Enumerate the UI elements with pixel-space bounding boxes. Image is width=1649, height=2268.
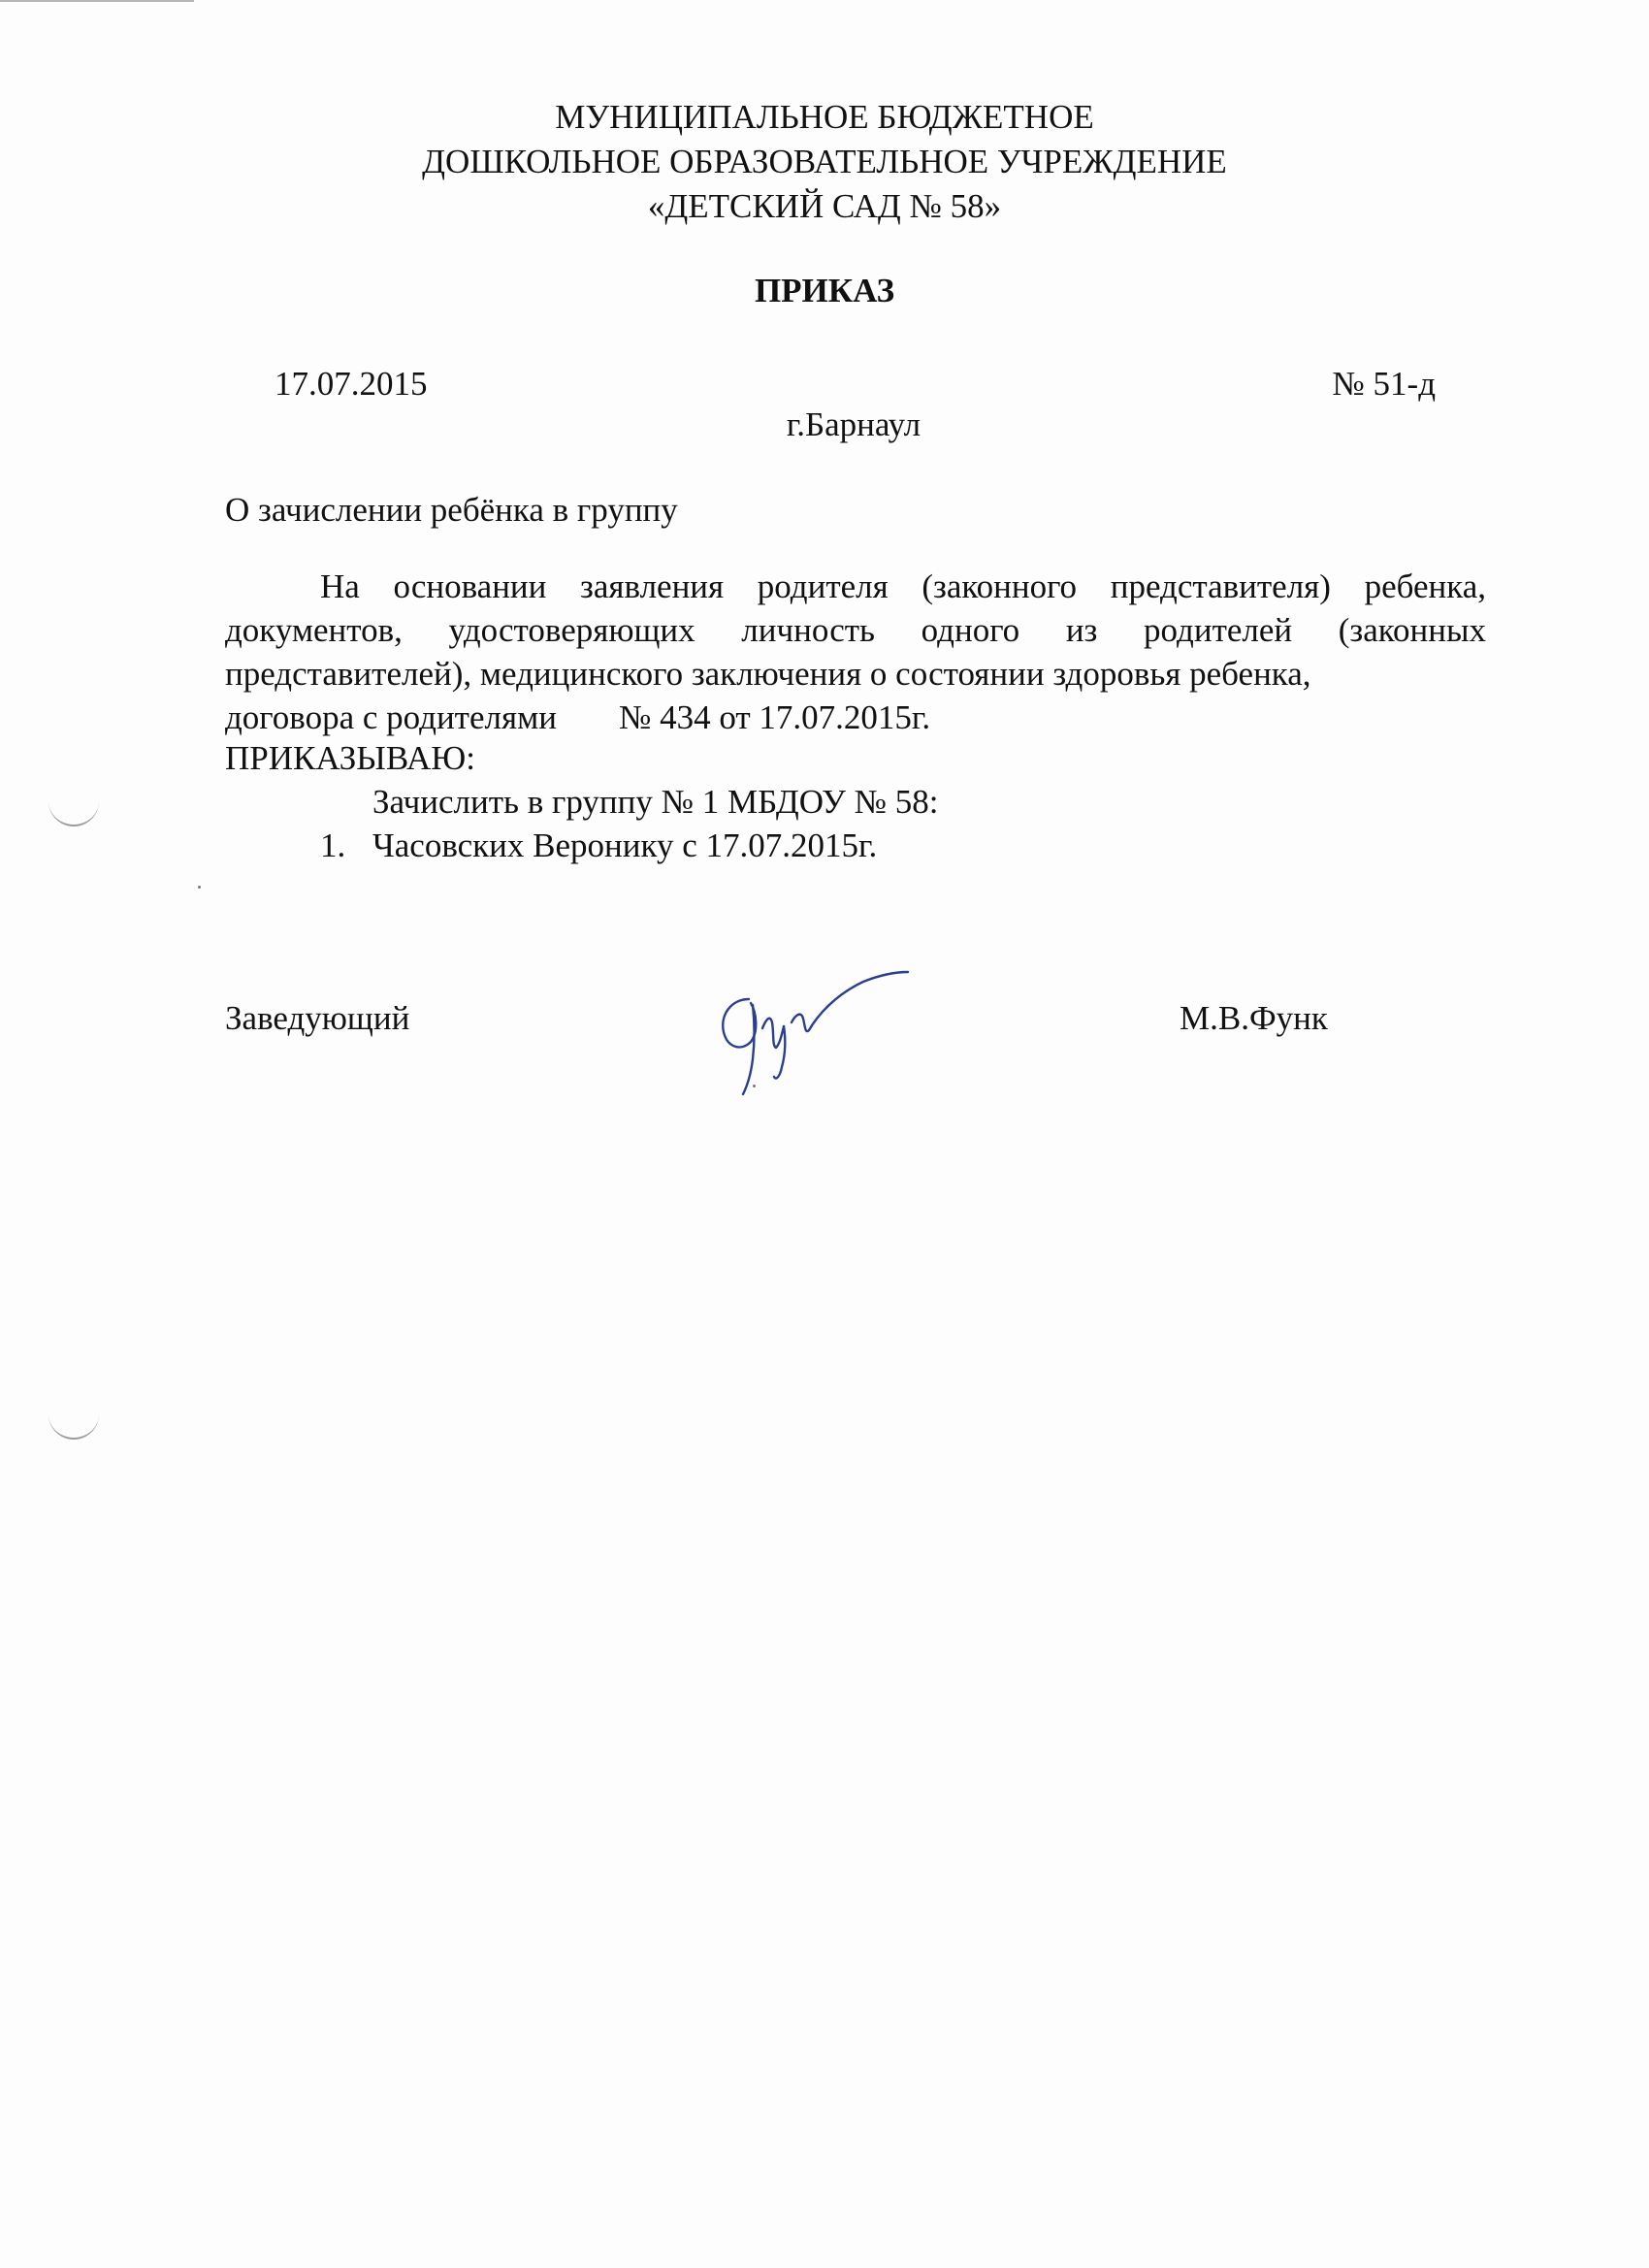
order-title: ПРИКАЗ: [754, 272, 895, 309]
header-line-1: МУНИЦИПАЛЬНОЕ БЮДЖЕТНОЕ: [555, 98, 1094, 136]
list-item-text: Часовских Веронику с 17.07.2015г.: [372, 826, 878, 864]
order-command: ПРИКАЗЫВАЮ:: [225, 739, 475, 777]
contract-prefix: договора с родителями: [225, 698, 557, 736]
scan-edge: [0, 0, 194, 2]
header-line-3: «ДЕТСКИЙ САД № 58»: [647, 187, 1002, 225]
order-subject: О зачислении ребёнка в группу: [225, 491, 678, 529]
header-line-2: ДОШКОЛЬНОЕ ОБРАЗОВАТЕЛЬНОЕ УЧРЕЖДЕНИЕ: [422, 143, 1227, 180]
order-number: № 51-д: [1332, 365, 1436, 403]
enroll-instruction: Зачислить в группу № 1 МБДОУ № 58:: [372, 783, 939, 821]
institution-header: [0, 95, 1649, 229]
list-item-number: 1.: [320, 826, 346, 864]
order-date: 17.07.2015: [275, 365, 428, 403]
list-item: [320, 826, 877, 865]
order-basis-paragraph: На основании заявления родителя (законного представителя) ребенка, документов, удостоверяющих личность одного из родителей (законных представителей), медицинского заключения о состоянии здоровья ребенка,: [225, 567, 1486, 693]
signatory-role: Заведующий: [225, 999, 410, 1037]
punch-hole-mark: [48, 801, 99, 826]
punch-hole-mark: [48, 1414, 99, 1440]
contract-detail: № 434 от 17.07.2015г.: [618, 698, 931, 736]
signatory-name: М.В.Функ: [1180, 999, 1328, 1037]
order-city: г.Барнаул: [786, 405, 922, 443]
scan-speck: [198, 886, 201, 889]
handwritten-signature-icon: [698, 966, 922, 1102]
contract-line: [225, 696, 930, 739]
